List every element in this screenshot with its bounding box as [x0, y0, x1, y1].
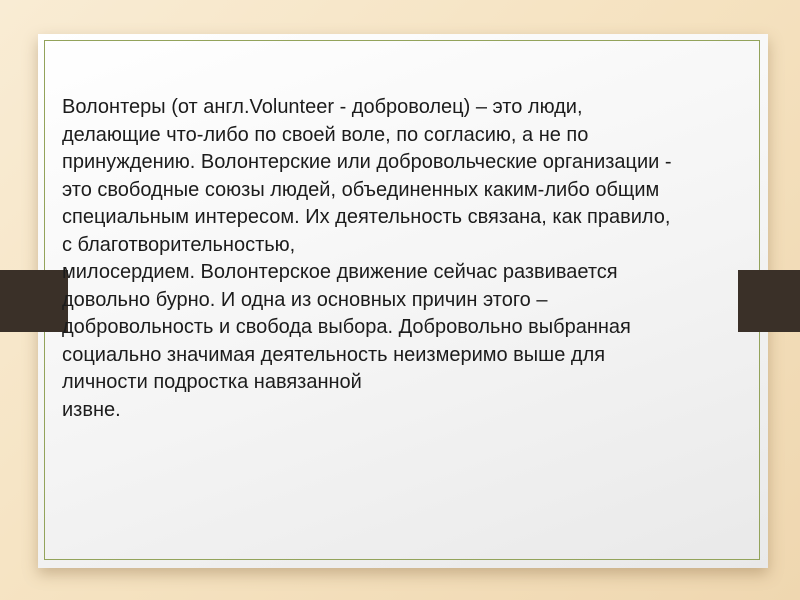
left-binder-tab — [0, 270, 68, 332]
slide-body-text: Волонтеры (от англ.Volunteer - доброволец) – это люди, делающие что-либо по своей воле, по согласию, а не по принуждению. Волонтерские или добровольческие организации - это свободные союзы людей, объединенных каким-либо общим специальным интересом. Их деятельность связана, как правило, с благотворительностью, милосердием. Волонтерское движение сейчас развивается довольно бурно. И одна из основных причин этого – добровольность и свобода выбора. Добровольно выбранная социально значимая деятельность неизмеримо выше для личности подростка навязанной извне. — [62, 96, 672, 421]
